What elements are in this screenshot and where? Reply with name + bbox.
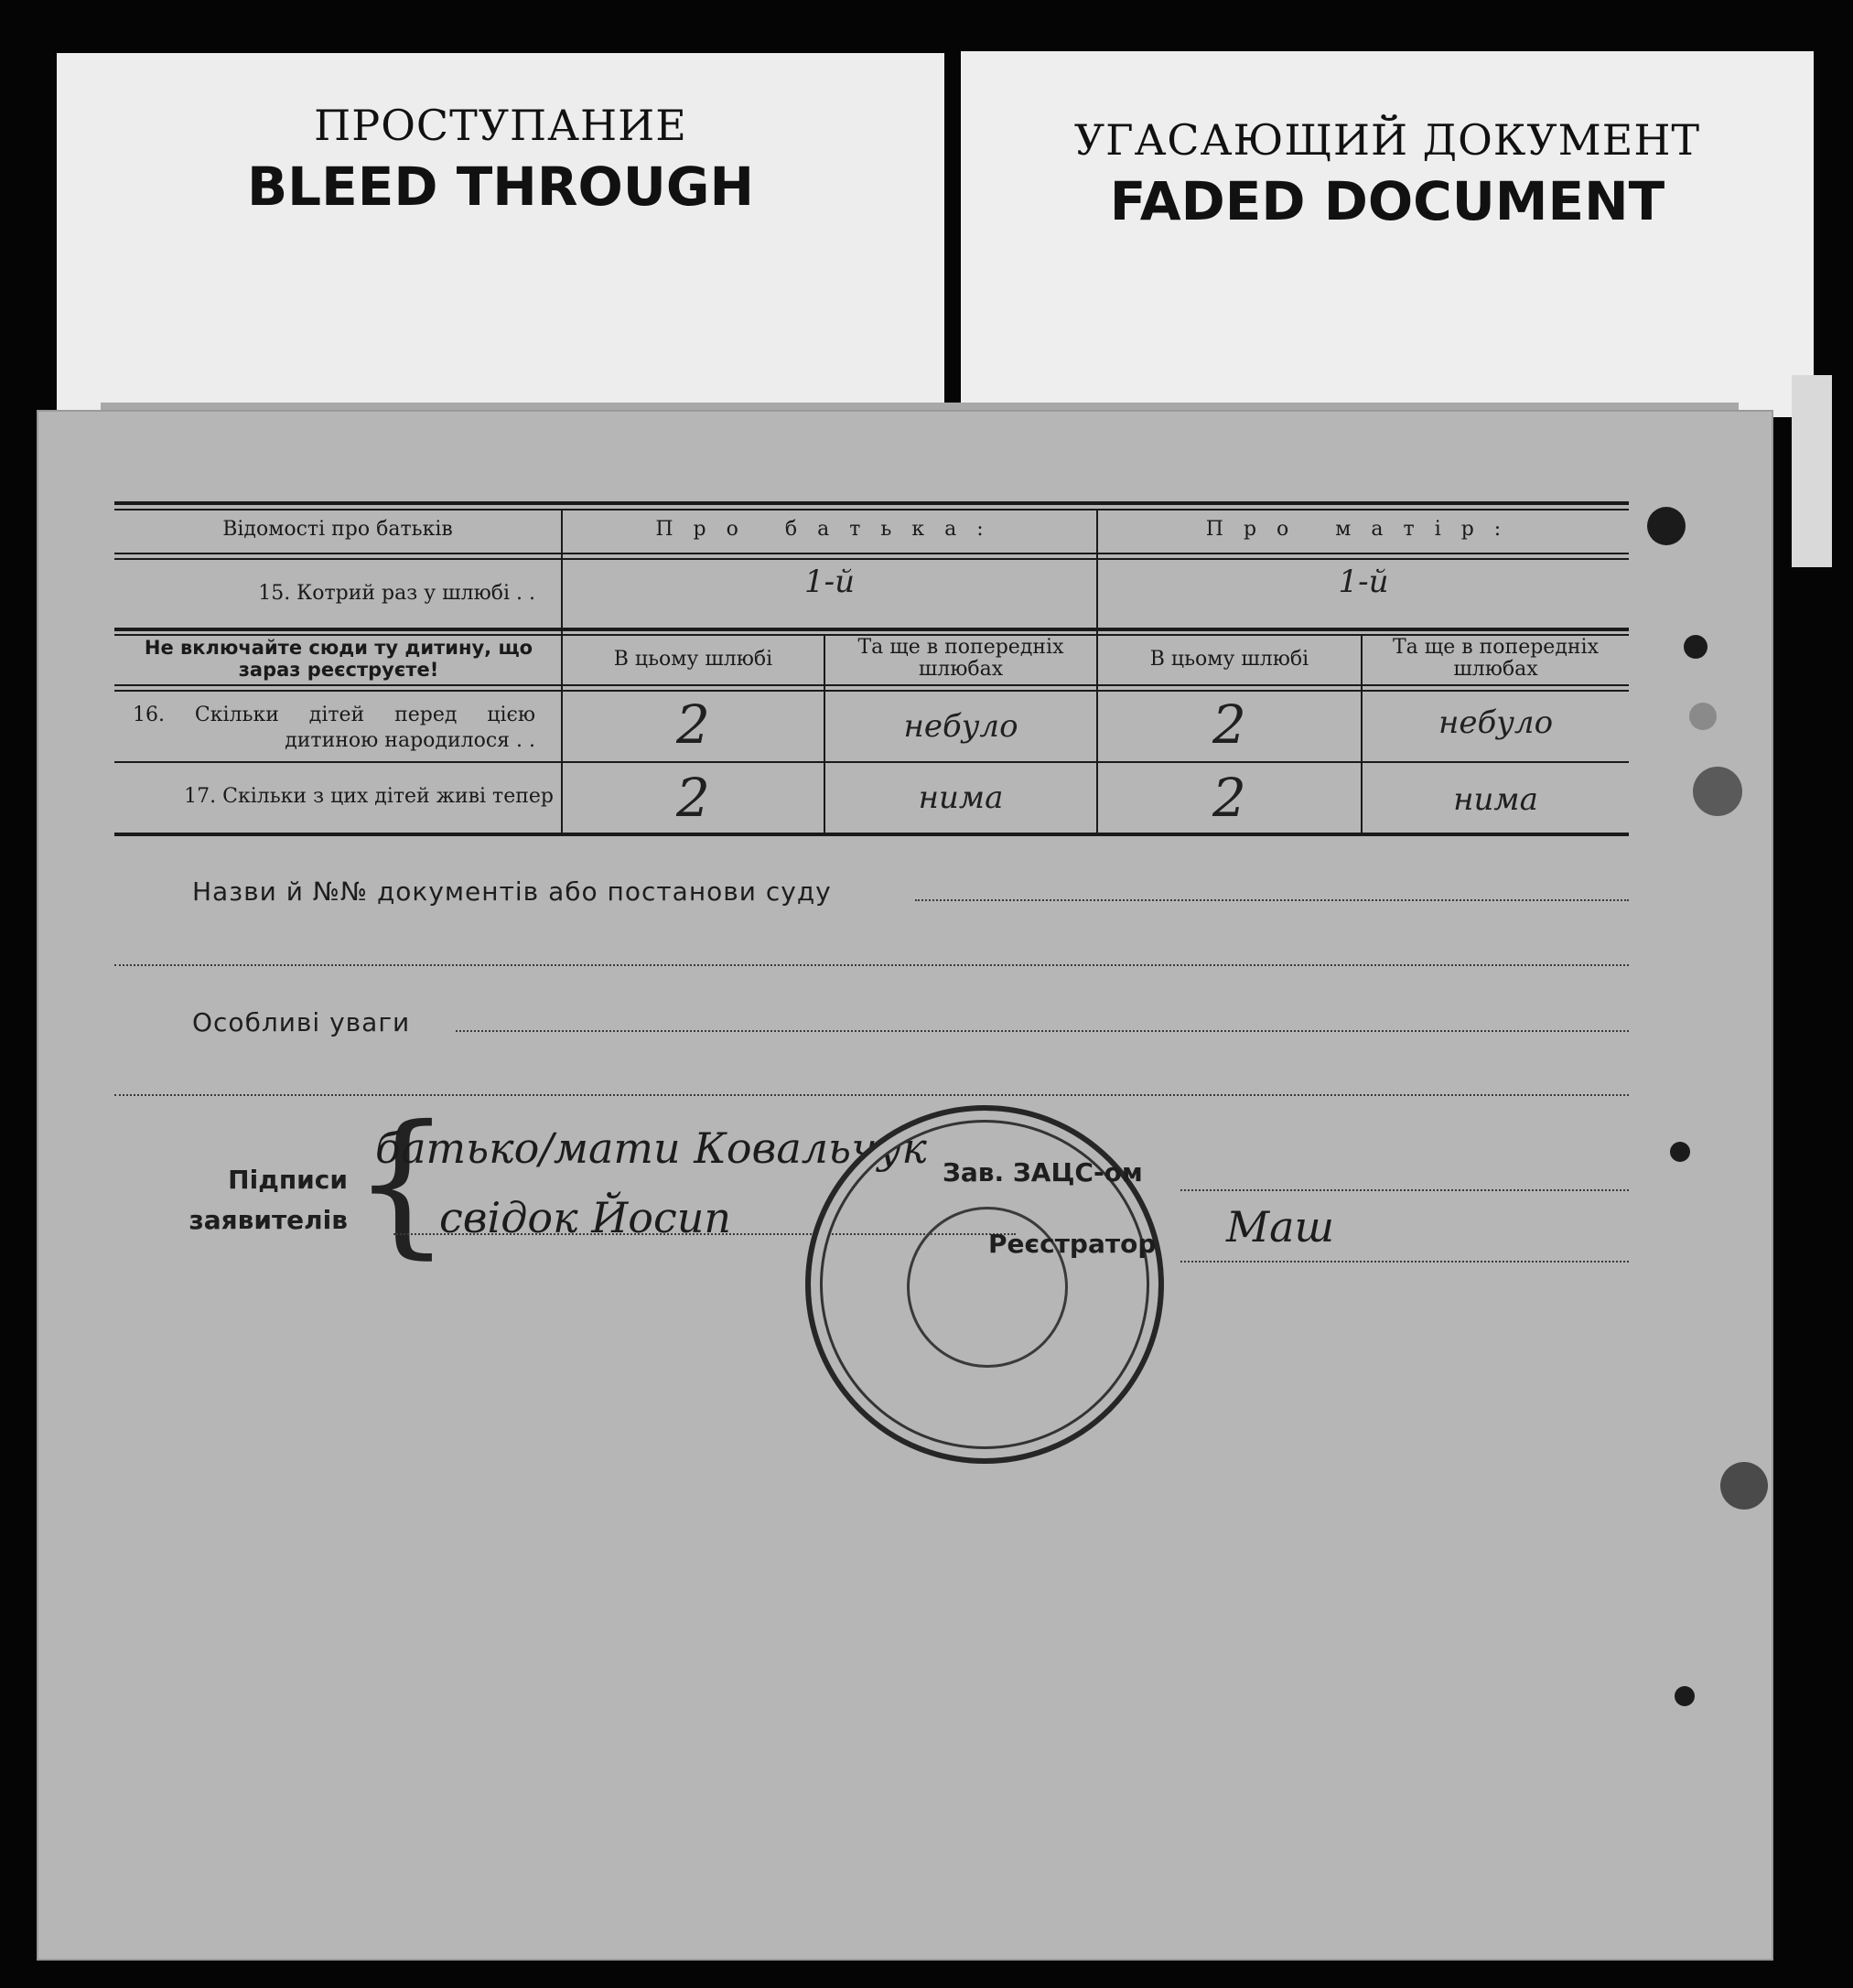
table-rule: [114, 553, 1629, 554]
table-bottom-rule: [114, 833, 1629, 836]
notes-line: [456, 1030, 1629, 1032]
documents-label: Назви й №№ документів або постанови суду: [192, 876, 832, 907]
subheader-father-prev: Та ще в попередніх шлюбах: [857, 636, 1064, 681]
subheader-father-this: В цьому шлюбі: [613, 648, 773, 671]
header-father: Про батька:: [655, 518, 1004, 541]
table-top-rule: [114, 501, 1629, 505]
row17-father-prev: нима: [918, 779, 1004, 816]
bleed-through-ru: ПРОСТУПАНИЕ: [314, 101, 687, 150]
registrar-signature: Маш: [1226, 1202, 1335, 1252]
row16-label: 16. Скільки дітей перед цією дитиною народилося . .: [133, 704, 535, 752]
row16-father-this: 2: [676, 693, 710, 756]
signatures-label-line2: заявителів: [189, 1205, 348, 1235]
document-sheet: [37, 410, 1773, 1961]
documents-line: [915, 899, 1629, 901]
punch-hole: [1675, 1686, 1695, 1706]
row15-mother-value: 1-й: [1338, 564, 1389, 600]
faded-document-en: FADED DOCUMENT: [1109, 170, 1665, 232]
table-rule: [114, 684, 1629, 686]
bleed-through-card: [57, 53, 944, 437]
row16-mother-this: 2: [1212, 693, 1246, 756]
card-edge-strip: [1792, 375, 1832, 567]
row17-father-this: 2: [676, 767, 710, 829]
table-top-rule-2: [114, 509, 1629, 510]
applicant-signature-1: батько/мати Ковальчук: [375, 1123, 927, 1173]
row17-mother-prev: нима: [1453, 781, 1538, 818]
table-rule: [114, 690, 1629, 692]
subheader-mother-prev: Та ще в попередніх шлюбах: [1393, 636, 1599, 681]
head-zags-line: [1180, 1189, 1629, 1191]
punch-hole: [1720, 1462, 1768, 1510]
documents-line-2: [114, 964, 1629, 966]
row16-mother-prev: небуло: [1438, 704, 1554, 741]
row17-label: 17. Скільки з цих дітей живі тепер: [184, 785, 554, 808]
bleed-through-en: BLEED THROUGH: [246, 156, 755, 218]
row15-father-value: 1-й: [803, 564, 856, 600]
faded-document-ru: УГАСАЮЩИЙ ДОКУМЕНТ: [1073, 115, 1701, 165]
table-rule: [114, 628, 1629, 631]
row16-father-prev: небуло: [903, 708, 1018, 745]
table-rule: [114, 558, 1629, 560]
signatures-brace: {: [352, 1092, 452, 1273]
faded-document-card: [961, 51, 1814, 417]
row17-mother-this: 2: [1212, 767, 1246, 829]
signatures-label-line1: Підписи: [228, 1165, 348, 1195]
punch-hole: [1689, 703, 1717, 730]
registrar-label: Реєстратор: [988, 1229, 1157, 1259]
subheader-note: Не включайте сюди ту дитину, що зараз реєструєте!: [144, 637, 533, 681]
row15-label: 15. Котрий раз у шлюбі . .: [258, 582, 535, 605]
punch-hole: [1693, 767, 1742, 816]
applicant-signature-2: свідок Йосип: [439, 1193, 732, 1242]
registrar-line: [1180, 1261, 1629, 1263]
header-parents-info: Відомості про батьків: [222, 518, 453, 541]
notes-label: Особливі уваги: [192, 1007, 411, 1037]
head-zags-label: Зав. ЗАЦС-ом: [943, 1157, 1143, 1187]
punch-hole: [1684, 635, 1708, 659]
signatures-label: [146, 1160, 348, 1241]
notes-line-2: [114, 1094, 1629, 1096]
table-rule: [114, 761, 1629, 763]
subheader-mother-this: В цьому шлюбі: [1149, 648, 1309, 671]
header-mother: Про матір:: [1205, 518, 1522, 541]
punch-hole: [1647, 507, 1686, 545]
punch-hole: [1670, 1142, 1690, 1162]
